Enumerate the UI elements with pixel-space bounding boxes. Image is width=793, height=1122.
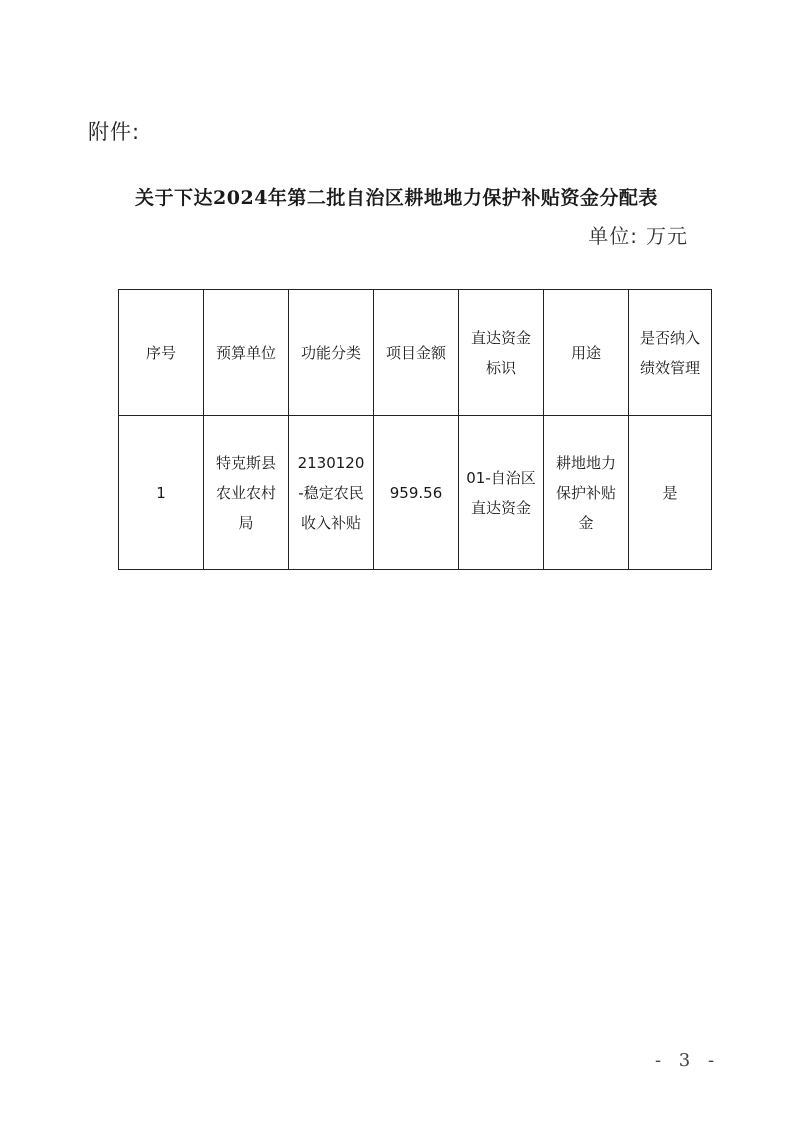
cell-direct-fund-id: 01-自治区直达资金	[459, 416, 544, 570]
cell-function-category: 2130120-稳定农民收入补贴	[289, 416, 374, 570]
attachment-label: 附件:	[88, 120, 141, 144]
cell-budget-unit: 特克斯县农业农村局	[204, 416, 289, 570]
cell-performance-mgmt: 是	[629, 416, 712, 570]
table-header-row	[119, 290, 712, 416]
header-cell-project-amount: 项目金额	[374, 290, 459, 416]
document-title: 关于下达2024年第二批自治区耕地地力保护补贴资金分配表	[135, 187, 658, 209]
cell-index: 1	[119, 416, 204, 570]
allocation-table	[118, 289, 712, 570]
page-number: - 3 -	[655, 1050, 721, 1071]
cell-project-amount: 959.56	[374, 416, 459, 570]
table-row	[119, 416, 712, 570]
header-cell-budget-unit: 预算单位	[204, 290, 289, 416]
unit-line	[588, 220, 688, 249]
header-cell-index: 序号	[119, 290, 204, 416]
header-cell-function-category: 功能分类	[289, 290, 374, 416]
unit-value: 万元	[646, 224, 688, 248]
unit-label: 单位:	[588, 224, 638, 248]
header-cell-direct-fund-id: 直达资金标识	[459, 290, 544, 416]
header-cell-purpose: 用途	[544, 290, 629, 416]
cell-purpose: 耕地地力保护补贴金	[544, 416, 629, 570]
header-cell-performance-mgmt: 是否纳入绩效管理	[629, 290, 712, 416]
